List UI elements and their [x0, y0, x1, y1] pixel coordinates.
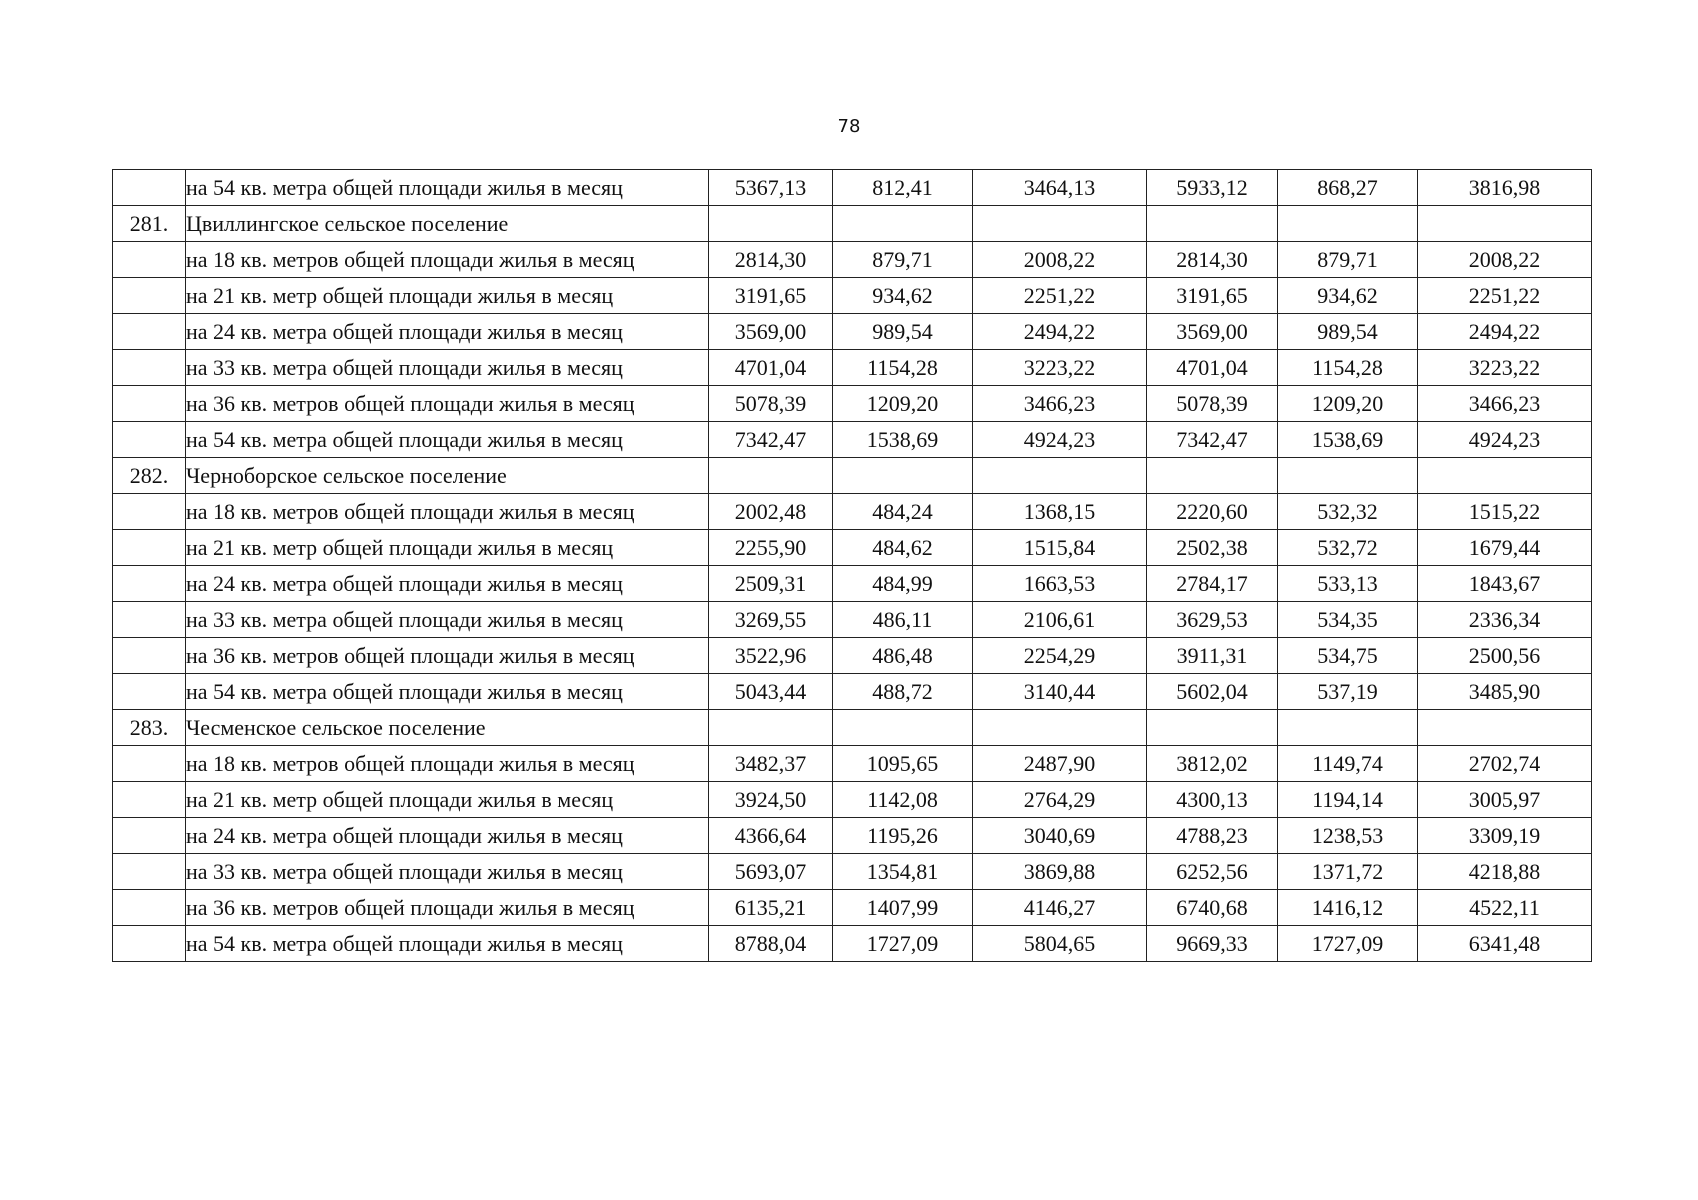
- row-label: на 24 кв. метра общей площади жилья в месяц: [186, 818, 709, 854]
- row-label: на 24 кв. метра общей площади жилья в месяц: [186, 566, 709, 602]
- row-number: [113, 854, 186, 890]
- value-cell-3: 2251,22: [973, 278, 1147, 314]
- row-number: [113, 818, 186, 854]
- table-row: [113, 782, 1592, 818]
- row-number: [113, 422, 186, 458]
- value-cell-4: 5602,04: [1147, 674, 1278, 710]
- row-label: на 36 кв. метров общей площади жилья в месяц: [186, 386, 709, 422]
- row-number: [113, 746, 186, 782]
- value-cell-4: 5078,39: [1147, 386, 1278, 422]
- value-cell-2: 1154,28: [833, 350, 973, 386]
- value-cell-4: 4701,04: [1147, 350, 1278, 386]
- value-cell-5: 1154,28: [1278, 350, 1418, 386]
- value-cell-2: 879,71: [833, 242, 973, 278]
- table-row: [113, 710, 1592, 746]
- value-cell-1: 2002,48: [709, 494, 833, 530]
- value-cell-1: 3569,00: [709, 314, 833, 350]
- row-label: Цвиллингское сельское поселение: [186, 206, 709, 242]
- value-cell-1: 5043,44: [709, 674, 833, 710]
- value-cell-5: 1209,20: [1278, 386, 1418, 422]
- table-row: [113, 386, 1592, 422]
- value-cell-1: 5367,13: [709, 170, 833, 206]
- value-cell-1: 4366,64: [709, 818, 833, 854]
- value-cell-3: 2494,22: [973, 314, 1147, 350]
- value-cell-3: 3869,88: [973, 854, 1147, 890]
- value-cell-4: 2220,60: [1147, 494, 1278, 530]
- value-cell-2: 484,24: [833, 494, 973, 530]
- value-cell-1: 3191,65: [709, 278, 833, 314]
- value-cell-2: 488,72: [833, 674, 973, 710]
- value-cell-4: 2784,17: [1147, 566, 1278, 602]
- value-cell-6: [1418, 710, 1592, 746]
- value-cell-2: 484,99: [833, 566, 973, 602]
- row-number: [113, 602, 186, 638]
- row-label: на 54 кв. метра общей площади жилья в месяц: [186, 170, 709, 206]
- row-number: [113, 494, 186, 530]
- value-cell-1: [709, 710, 833, 746]
- row-label: на 54 кв. метра общей площади жилья в месяц: [186, 422, 709, 458]
- table-row: [113, 242, 1592, 278]
- value-cell-4: 2814,30: [1147, 242, 1278, 278]
- value-cell-6: 3485,90: [1418, 674, 1592, 710]
- value-cell-4: 3629,53: [1147, 602, 1278, 638]
- row-label: Чесменское сельское поселение: [186, 710, 709, 746]
- row-label: на 21 кв. метр общей площади жилья в месяц: [186, 782, 709, 818]
- table-row: [113, 854, 1592, 890]
- value-cell-6: 2008,22: [1418, 242, 1592, 278]
- value-cell-4: 9669,33: [1147, 926, 1278, 962]
- value-cell-5: [1278, 710, 1418, 746]
- value-cell-5: 532,32: [1278, 494, 1418, 530]
- value-cell-5: 989,54: [1278, 314, 1418, 350]
- value-cell-6: 2702,74: [1418, 746, 1592, 782]
- row-label: Черноборское сельское поселение: [186, 458, 709, 494]
- row-number: [113, 314, 186, 350]
- row-number: [113, 674, 186, 710]
- table-row: [113, 602, 1592, 638]
- value-cell-2: 1538,69: [833, 422, 973, 458]
- value-cell-6: 6341,48: [1418, 926, 1592, 962]
- value-cell-6: 3223,22: [1418, 350, 1592, 386]
- value-cell-5: 1727,09: [1278, 926, 1418, 962]
- value-cell-1: [709, 206, 833, 242]
- value-cell-3: 2764,29: [973, 782, 1147, 818]
- table-row: [113, 350, 1592, 386]
- value-cell-4: [1147, 206, 1278, 242]
- value-cell-5: 1538,69: [1278, 422, 1418, 458]
- value-cell-4: 3569,00: [1147, 314, 1278, 350]
- page-number: 78: [837, 116, 861, 137]
- tariff-table: [112, 169, 1592, 962]
- value-cell-3: 3040,69: [973, 818, 1147, 854]
- row-label: на 33 кв. метра общей площади жилья в месяц: [186, 854, 709, 890]
- table-body: [113, 170, 1592, 962]
- table-row: [113, 674, 1592, 710]
- row-label: на 36 кв. метров общей площади жилья в месяц: [186, 638, 709, 674]
- row-label: на 54 кв. метра общей площади жилья в месяц: [186, 674, 709, 710]
- table-row: [113, 170, 1592, 206]
- row-number: [113, 386, 186, 422]
- value-cell-2: [833, 206, 973, 242]
- value-cell-1: 4701,04: [709, 350, 833, 386]
- value-cell-2: 484,62: [833, 530, 973, 566]
- value-cell-6: 1515,22: [1418, 494, 1592, 530]
- value-cell-5: [1278, 458, 1418, 494]
- value-cell-2: 989,54: [833, 314, 973, 350]
- value-cell-3: 2008,22: [973, 242, 1147, 278]
- value-cell-3: 3140,44: [973, 674, 1147, 710]
- value-cell-6: 4218,88: [1418, 854, 1592, 890]
- row-number: [113, 278, 186, 314]
- value-cell-2: 934,62: [833, 278, 973, 314]
- value-cell-2: 1407,99: [833, 890, 973, 926]
- value-cell-6: [1418, 206, 1592, 242]
- value-cell-4: 3812,02: [1147, 746, 1278, 782]
- row-number: 281.: [113, 206, 186, 242]
- value-cell-5: 532,72: [1278, 530, 1418, 566]
- value-cell-1: 2509,31: [709, 566, 833, 602]
- row-number: [113, 926, 186, 962]
- value-cell-1: 3269,55: [709, 602, 833, 638]
- table-row: [113, 494, 1592, 530]
- value-cell-6: 3309,19: [1418, 818, 1592, 854]
- value-cell-5: 1238,53: [1278, 818, 1418, 854]
- value-cell-6: 3466,23: [1418, 386, 1592, 422]
- value-cell-2: 1142,08: [833, 782, 973, 818]
- value-cell-1: [709, 458, 833, 494]
- row-label: на 21 кв. метр общей площади жилья в месяц: [186, 530, 709, 566]
- value-cell-5: 879,71: [1278, 242, 1418, 278]
- value-cell-1: 7342,47: [709, 422, 833, 458]
- value-cell-6: 2336,34: [1418, 602, 1592, 638]
- table-row: [113, 458, 1592, 494]
- value-cell-1: 2255,90: [709, 530, 833, 566]
- row-number: [113, 242, 186, 278]
- value-cell-6: 3005,97: [1418, 782, 1592, 818]
- table-row: [113, 818, 1592, 854]
- value-cell-3: 2254,29: [973, 638, 1147, 674]
- value-cell-2: 1354,81: [833, 854, 973, 890]
- value-cell-3: 2487,90: [973, 746, 1147, 782]
- value-cell-5: 868,27: [1278, 170, 1418, 206]
- row-label: на 18 кв. метров общей площади жилья в месяц: [186, 494, 709, 530]
- value-cell-4: 2502,38: [1147, 530, 1278, 566]
- value-cell-2: 1095,65: [833, 746, 973, 782]
- value-cell-3: 1515,84: [973, 530, 1147, 566]
- value-cell-4: 4788,23: [1147, 818, 1278, 854]
- value-cell-4: 7342,47: [1147, 422, 1278, 458]
- value-cell-3: 4924,23: [973, 422, 1147, 458]
- value-cell-6: 2251,22: [1418, 278, 1592, 314]
- table-row: [113, 314, 1592, 350]
- row-number: 283.: [113, 710, 186, 746]
- value-cell-6: 3816,98: [1418, 170, 1592, 206]
- value-cell-3: 2106,61: [973, 602, 1147, 638]
- table-row: [113, 566, 1592, 602]
- value-cell-5: 1371,72: [1278, 854, 1418, 890]
- value-cell-5: 534,35: [1278, 602, 1418, 638]
- value-cell-5: [1278, 206, 1418, 242]
- value-cell-6: [1418, 458, 1592, 494]
- value-cell-5: 1149,74: [1278, 746, 1418, 782]
- row-number: [113, 170, 186, 206]
- row-label: на 24 кв. метра общей площади жилья в месяц: [186, 314, 709, 350]
- value-cell-5: 537,19: [1278, 674, 1418, 710]
- value-cell-2: 812,41: [833, 170, 973, 206]
- row-label: на 18 кв. метров общей площади жилья в месяц: [186, 746, 709, 782]
- row-number: [113, 566, 186, 602]
- value-cell-1: 5693,07: [709, 854, 833, 890]
- value-cell-4: 6740,68: [1147, 890, 1278, 926]
- value-cell-6: 1679,44: [1418, 530, 1592, 566]
- value-cell-5: 533,13: [1278, 566, 1418, 602]
- value-cell-4: 4300,13: [1147, 782, 1278, 818]
- value-cell-1: 8788,04: [709, 926, 833, 962]
- row-number: [113, 890, 186, 926]
- table-row: [113, 530, 1592, 566]
- row-label: на 36 кв. метров общей площади жилья в месяц: [186, 890, 709, 926]
- value-cell-2: 486,48: [833, 638, 973, 674]
- value-cell-2: 486,11: [833, 602, 973, 638]
- value-cell-3: 3223,22: [973, 350, 1147, 386]
- value-cell-4: 5933,12: [1147, 170, 1278, 206]
- value-cell-3: 4146,27: [973, 890, 1147, 926]
- row-number: [113, 782, 186, 818]
- row-number: 282.: [113, 458, 186, 494]
- value-cell-4: [1147, 710, 1278, 746]
- row-label: на 21 кв. метр общей площади жилья в месяц: [186, 278, 709, 314]
- value-cell-6: 2500,56: [1418, 638, 1592, 674]
- value-cell-2: [833, 710, 973, 746]
- value-cell-5: 1416,12: [1278, 890, 1418, 926]
- value-cell-5: 934,62: [1278, 278, 1418, 314]
- row-number: [113, 350, 186, 386]
- value-cell-4: 3191,65: [1147, 278, 1278, 314]
- value-cell-3: 1663,53: [973, 566, 1147, 602]
- value-cell-3: [973, 710, 1147, 746]
- value-cell-1: 2814,30: [709, 242, 833, 278]
- table-row: [113, 890, 1592, 926]
- value-cell-2: 1209,20: [833, 386, 973, 422]
- table-row: [113, 746, 1592, 782]
- table-row: [113, 278, 1592, 314]
- value-cell-3: 3464,13: [973, 170, 1147, 206]
- row-number: [113, 638, 186, 674]
- value-cell-6: 2494,22: [1418, 314, 1592, 350]
- value-cell-4: 6252,56: [1147, 854, 1278, 890]
- value-cell-1: 6135,21: [709, 890, 833, 926]
- value-cell-6: 1843,67: [1418, 566, 1592, 602]
- value-cell-6: 4924,23: [1418, 422, 1592, 458]
- value-cell-2: [833, 458, 973, 494]
- value-cell-3: 1368,15: [973, 494, 1147, 530]
- row-label: на 33 кв. метра общей площади жилья в месяц: [186, 602, 709, 638]
- value-cell-3: 3466,23: [973, 386, 1147, 422]
- table-row: [113, 422, 1592, 458]
- table-row: [113, 206, 1592, 242]
- row-label: на 33 кв. метра общей площади жилья в месяц: [186, 350, 709, 386]
- value-cell-2: 1727,09: [833, 926, 973, 962]
- value-cell-3: 5804,65: [973, 926, 1147, 962]
- value-cell-6: 4522,11: [1418, 890, 1592, 926]
- table-row: [113, 926, 1592, 962]
- value-cell-1: 3482,37: [709, 746, 833, 782]
- value-cell-1: 5078,39: [709, 386, 833, 422]
- value-cell-1: 3522,96: [709, 638, 833, 674]
- value-cell-3: [973, 206, 1147, 242]
- value-cell-3: [973, 458, 1147, 494]
- value-cell-2: 1195,26: [833, 818, 973, 854]
- value-cell-4: 3911,31: [1147, 638, 1278, 674]
- row-label: на 54 кв. метра общей площади жилья в месяц: [186, 926, 709, 962]
- table-row: [113, 638, 1592, 674]
- row-label: на 18 кв. метров общей площади жилья в месяц: [186, 242, 709, 278]
- value-cell-4: [1147, 458, 1278, 494]
- value-cell-5: 1194,14: [1278, 782, 1418, 818]
- row-number: [113, 530, 186, 566]
- value-cell-5: 534,75: [1278, 638, 1418, 674]
- value-cell-1: 3924,50: [709, 782, 833, 818]
